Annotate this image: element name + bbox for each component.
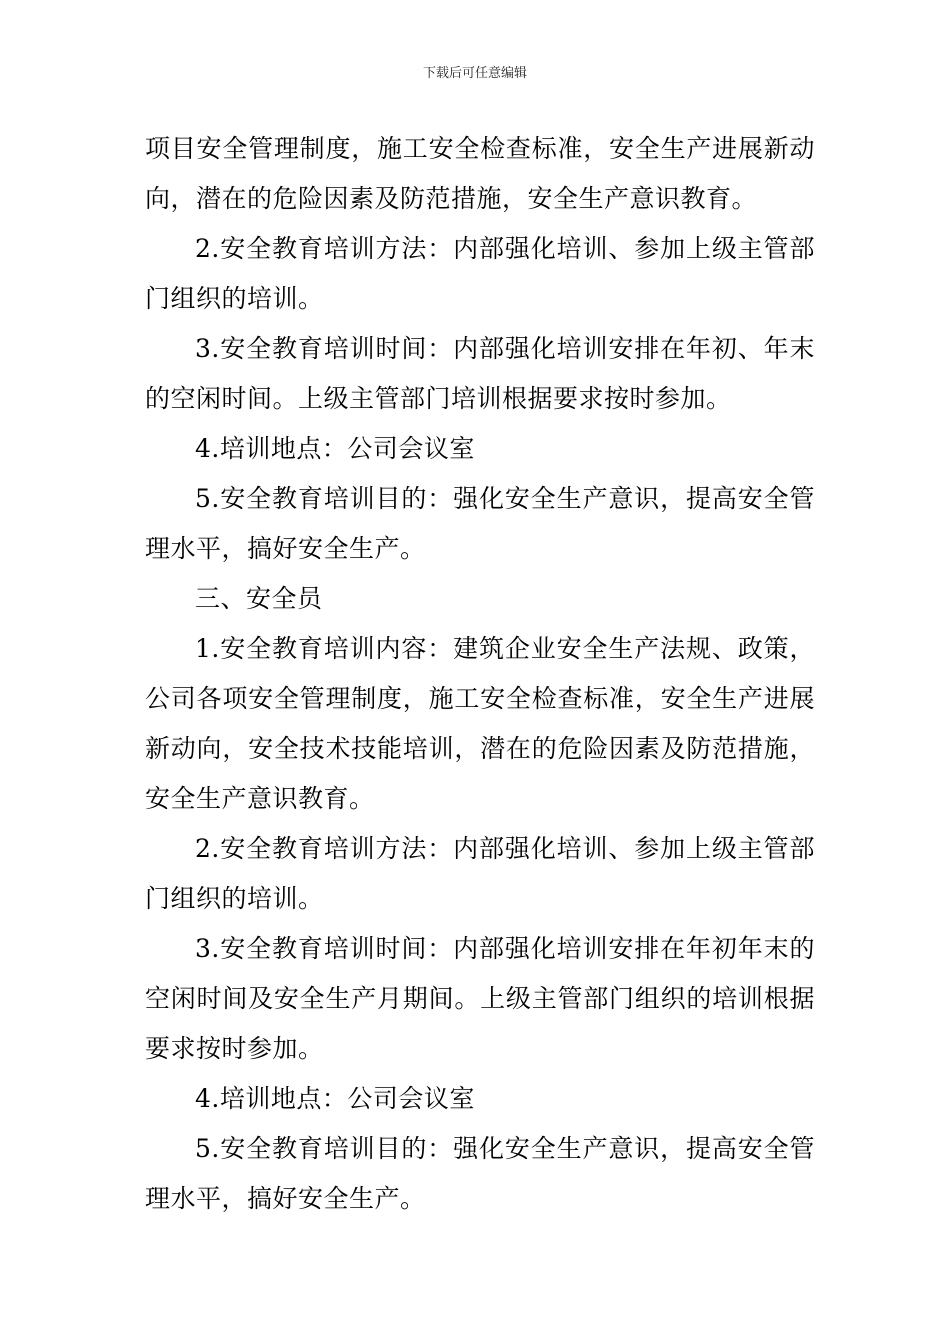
paragraph-time: 3.安全教育培训时间：内部强化培训安排在年初年末的空闲时间及安全生产月期间。上级主管部门组织的培训根据要求按时参加。 [145, 934, 815, 1063]
document-body [145, 124, 815, 1224]
paragraph-method: 2.安全教育培训方法：内部强化培训、参加上级主管部门组织的培训。 [145, 234, 815, 313]
page-header-note: 下载后可任意编辑 [422, 66, 527, 81]
paragraph-continuation: 项目安全管理制度，施工安全检查标准，安全生产进展新动向，潜在的危险因素及防范措施，安全生产意识教育。 [145, 134, 815, 213]
paragraph-location: 4.培训地点：公司会议室 [195, 1084, 475, 1113]
paragraph-purpose: 5.安全教育培训目的：强化安全生产意识，提高安全管理水平，搞好安全生产。 [145, 484, 815, 563]
paragraph-location: 4.培训地点：公司会议室 [195, 434, 475, 463]
paragraph-content: 1.安全教育培训内容：建筑企业安全生产法规、政策，公司各项安全管理制度，施工安全检查标准，安全生产进展新动向，安全技术技能培训，潜在的危险因素及防范措施，安全生产意识教育。 [145, 634, 815, 813]
paragraph-method: 2.安全教育培训方法：内部强化培训、参加上级主管部门组织的培训。 [145, 834, 815, 913]
paragraph-purpose: 5.安全教育培训目的：强化安全生产意识，提高安全管理水平，搞好安全生产。 [145, 1134, 815, 1213]
paragraph-time: 3.安全教育培训时间：内部强化培训安排在年初、年末的空闲时间。上级主管部门培训根据要求按时参加。 [145, 334, 815, 413]
section-heading-safety-officer: 三、安全员 [195, 584, 323, 613]
